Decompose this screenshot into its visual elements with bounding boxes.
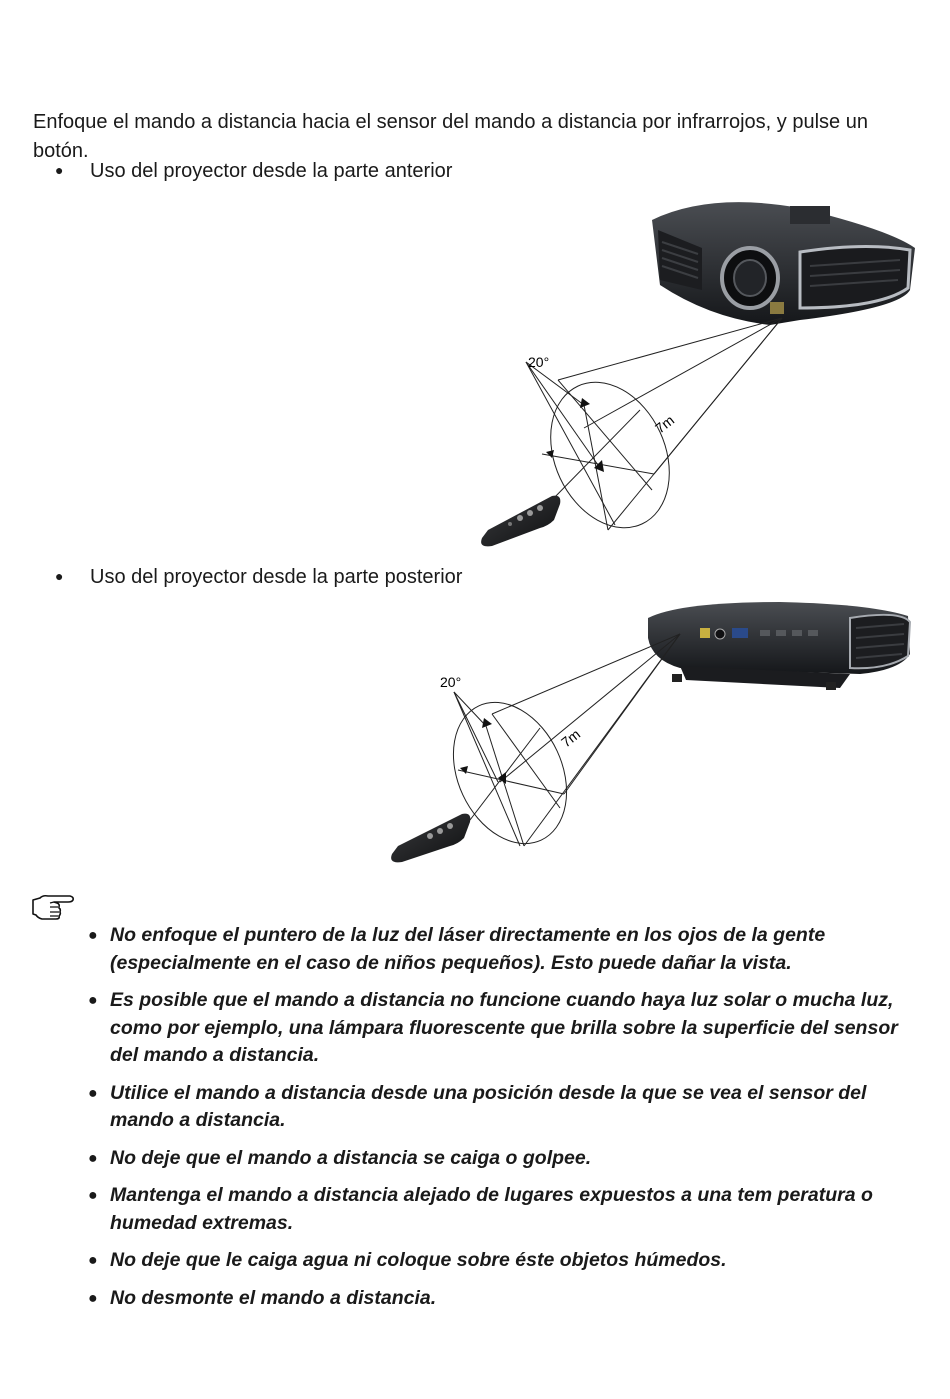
remote-control-rear-image [391, 814, 470, 863]
front-use-figure [470, 190, 920, 550]
pointing-hand-icon [30, 892, 76, 922]
front-use-label: Uso del proyector desde la parte anterior [90, 160, 453, 182]
angle-label-rear: 20° [440, 674, 462, 690]
distance-label-rear: 7m [557, 725, 584, 751]
distance-label-front: 7m [651, 411, 678, 437]
note-item: ● No deje que el mando a distancia se caiga o golpee. [88, 1145, 928, 1173]
note-item: ● No enfoque el puntero de la luz del láser directamente en los ojos de la gente (especialmente en el caso de niños pequeños). Esto puede dañar la vista. [88, 922, 928, 977]
rear-use-figure [380, 598, 920, 868]
note-item: ● Es posible que el mando a distancia no funcione cuando haya luz solar o mucha luz, como por ejemplo, una lámpara fluorescente que brilla sobre la superficie del sensor del mando a distancia. [88, 987, 928, 1070]
intro-text: Enfoque el mando a distancia hacia el sensor del mando a distancia por infrarrojos, y pulse un botón. [33, 111, 868, 162]
projector-rear-image [648, 602, 910, 690]
bullet-dot: ● [55, 568, 64, 584]
remote-control-front-image [481, 496, 560, 547]
angle-label-front: 20° [528, 354, 550, 370]
note-item: ● Utilice el mando a distancia desde una posición desde la que se vea el sensor del mando a distancia. [88, 1080, 928, 1135]
note-item: ● Mantenga el mando a distancia alejado de lugares expuestos a una tem peratura o humedad extremas. [88, 1182, 928, 1237]
note-item: ● No desmonte el mando a distancia. [88, 1285, 928, 1313]
ir-beam-cone-rear [432, 634, 680, 862]
notes-list [88, 922, 928, 1322]
rear-use-label: Uso del proyector desde la parte posterior [90, 566, 463, 588]
bullet-dot: ● [55, 162, 64, 178]
bullet-front-use [55, 158, 452, 183]
note-item: ● No deje que le caiga agua ni coloque sobre éste objetos húmedos. [88, 1247, 928, 1275]
ir-beam-cone [526, 318, 782, 547]
bullet-rear-use [55, 564, 462, 589]
projector-front-image [652, 202, 915, 325]
